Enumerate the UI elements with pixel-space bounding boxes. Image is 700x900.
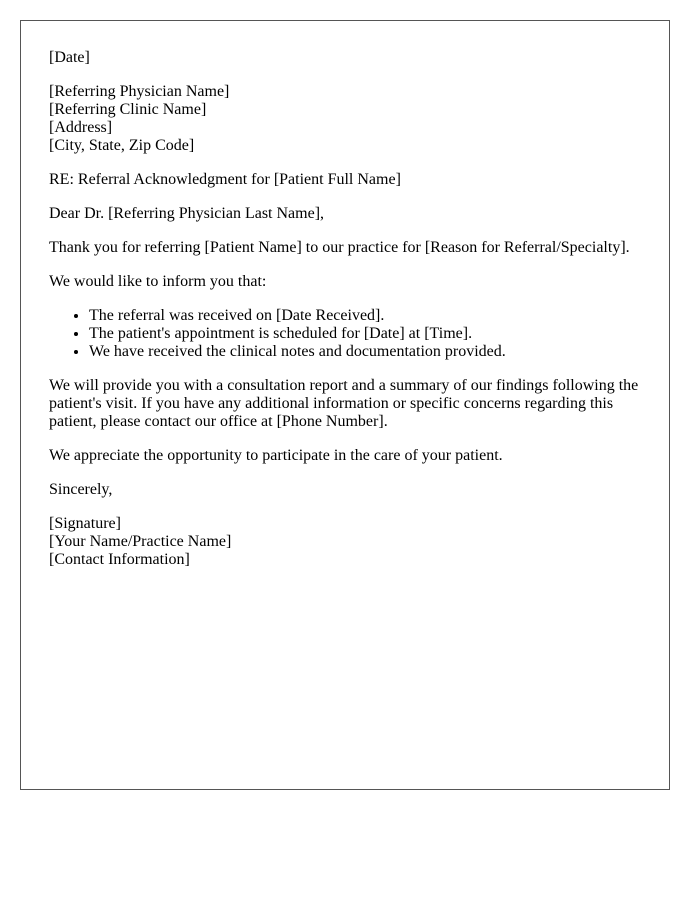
acknowledgment-list bbox=[49, 307, 649, 361]
letter-salutation: Dear Dr. [Referring Physician Last Name], bbox=[49, 205, 325, 222]
list-item: • We have received the clinical notes and documentation provided. bbox=[89, 343, 649, 361]
signature-block bbox=[49, 515, 649, 569]
recipient-physician-name: [Referring Physician Name] bbox=[49, 83, 230, 100]
signature-placeholder: [Signature] bbox=[49, 515, 121, 532]
recipient-clinic-name: [Referring Clinic Name] bbox=[49, 101, 207, 118]
list-item: • The patient's appointment is scheduled for [Date] at [Time]. bbox=[89, 325, 649, 343]
signature-contact: [Contact Information] bbox=[49, 551, 190, 568]
letter-closing: Sincerely, bbox=[49, 481, 113, 498]
signature-name-practice: [Your Name/Practice Name] bbox=[49, 533, 232, 550]
recipient-city-state-zip: [City, State, Zip Code] bbox=[49, 137, 195, 154]
recipient-address: [Address] bbox=[49, 119, 113, 136]
inform-lead-paragraph: We would like to inform you that: bbox=[49, 273, 267, 290]
appreciation-paragraph: We appreciate the opportunity to participate in the care of your patient. bbox=[49, 447, 503, 464]
letter-subject: RE: Referral Acknowledgment for [Patient Full Name] bbox=[49, 171, 401, 188]
letter-page bbox=[20, 20, 670, 790]
recipient-address-block bbox=[49, 83, 649, 155]
intro-paragraph: Thank you for referring [Patient Name] to our practice for [Reason for Referral/Specialty]. bbox=[49, 239, 630, 256]
letter-date: [Date] bbox=[49, 49, 90, 66]
followup-paragraph: We will provide you with a consultation report and a summary of our findings following the patient's visit. If you have any additional information or specific concerns regarding this patient, please contact our office at [Phone Number]. bbox=[49, 377, 639, 430]
list-item: • The referral was received on [Date Received]. bbox=[89, 307, 649, 325]
